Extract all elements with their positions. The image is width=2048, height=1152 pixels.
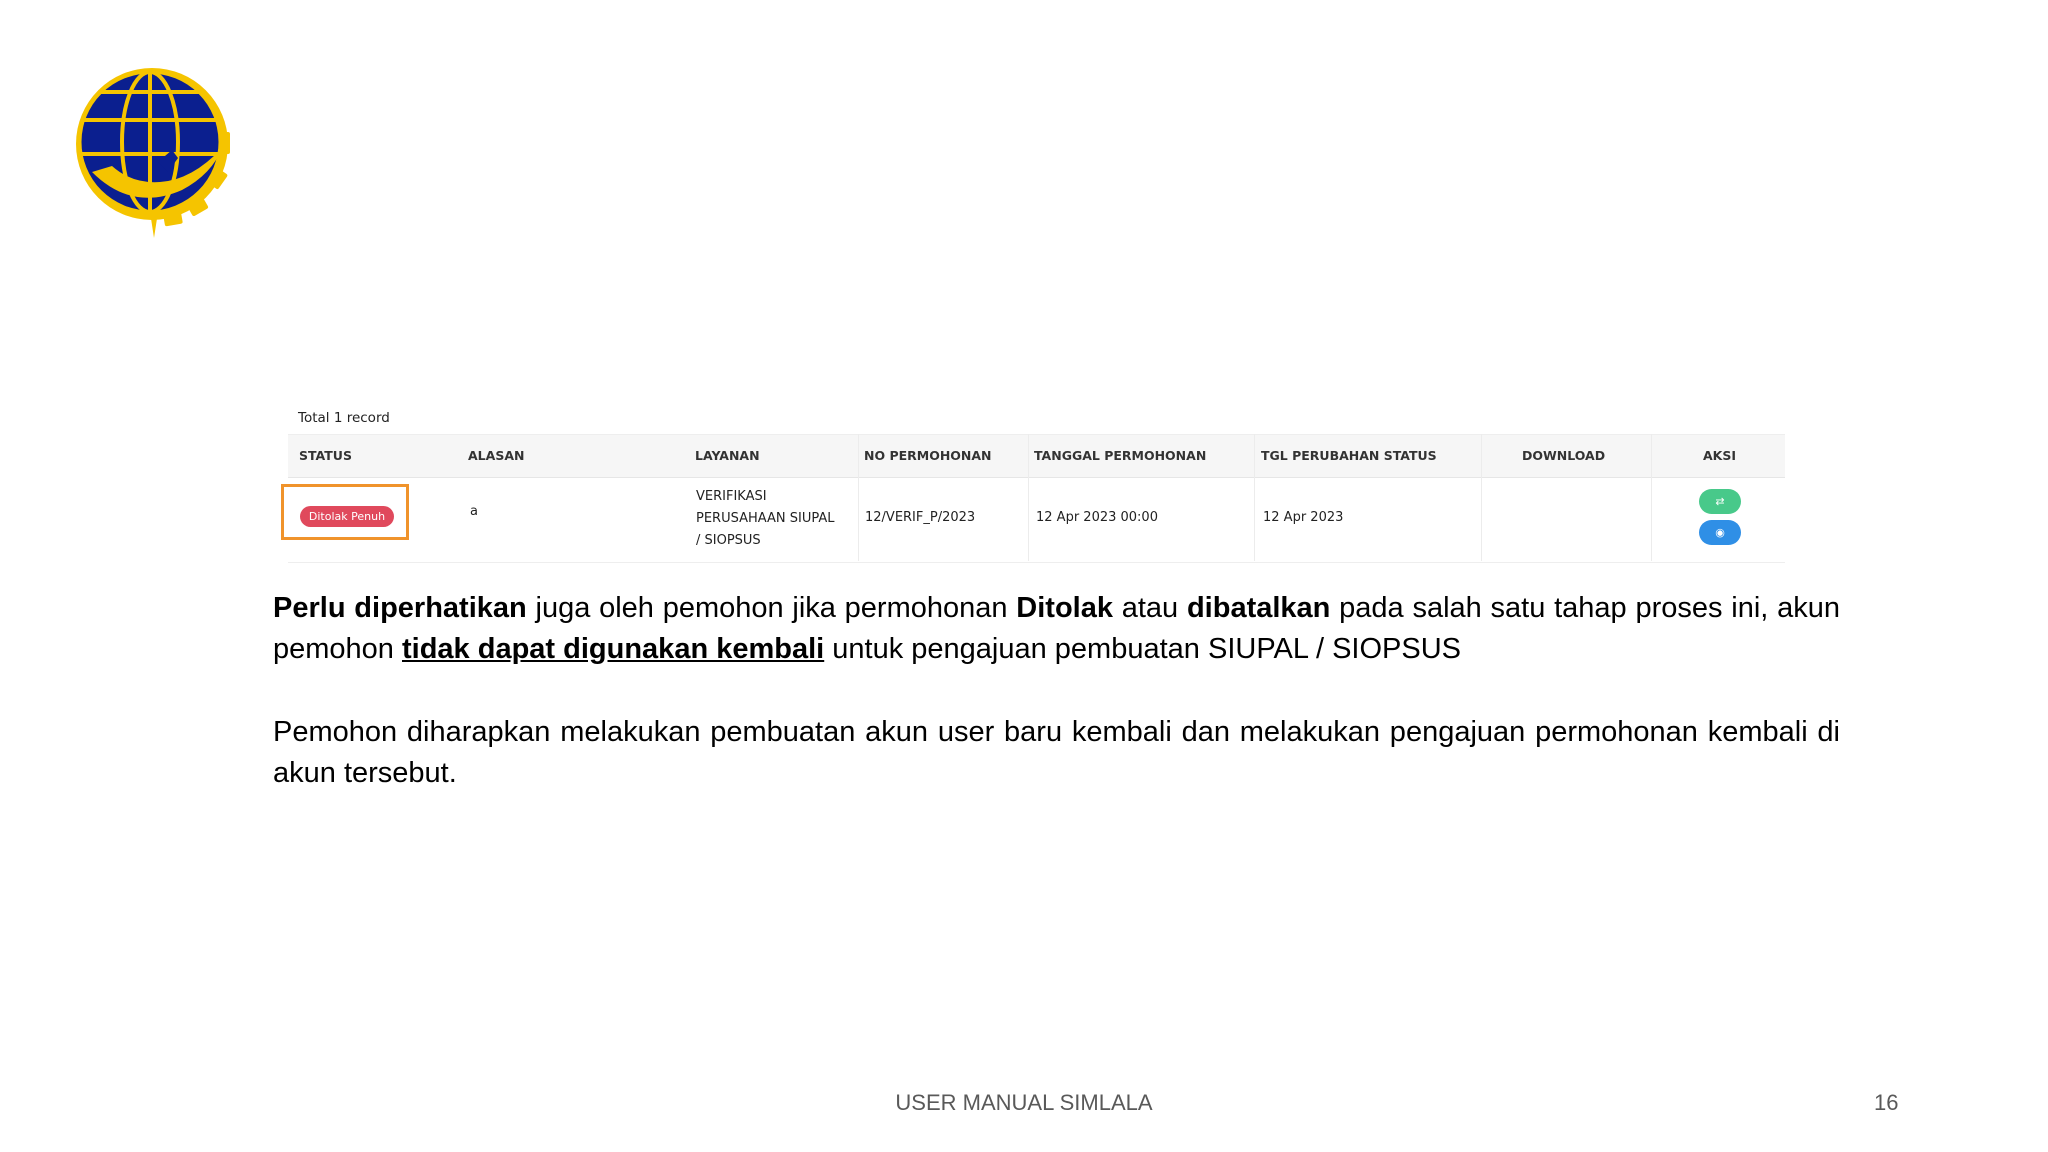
page-number: 16	[1874, 1090, 1899, 1115]
table-screenshot	[288, 397, 1785, 563]
ministry-emblem-logo	[72, 62, 232, 242]
header-tanggal-permohonan: TANGGAL PERMOHONAN	[1034, 448, 1207, 463]
header-download: DOWNLOAD	[1522, 448, 1606, 463]
text-span: atau	[1112, 592, 1187, 624]
header-layanan: LAYANAN	[695, 448, 760, 463]
tanggal-permohonan-cell: 12 Apr 2023 00:00	[1036, 510, 1158, 525]
layanan-cell	[696, 486, 835, 552]
text-span: juga oleh pemohon jika permohonan	[526, 592, 1017, 624]
header-no-permohonan: NO PERMOHONAN	[864, 448, 992, 463]
emblem-icon	[72, 62, 232, 242]
table-row	[288, 477, 1785, 563]
header-alasan: ALASAN	[468, 448, 525, 463]
view-action-button[interactable]	[1699, 520, 1741, 545]
exchange-action-button[interactable]	[1699, 489, 1741, 514]
layanan-line: PERUSAHAAN SIUPAL	[696, 511, 835, 526]
header-aksi: AKSI	[1703, 448, 1737, 463]
header-tgl-perubahan-status: TGL PERUBAHAN STATUS	[1261, 448, 1437, 463]
text-span: untuk pengajuan pembuatan SIUPAL / SIOPSUS	[824, 633, 1462, 665]
exchange-icon: ⇄	[1715, 495, 1725, 508]
instruction-paragraph: Pemohon diharapkan melakukan pembuatan akun user baru kembali dan melakukan pengajuan permohonan kembali di akun tersebut.	[273, 716, 1840, 789]
footer-title: USER MANUAL SIMLALA	[895, 1090, 1153, 1115]
header-status: STATUS	[299, 448, 352, 463]
status-badge: Ditolak Penuh	[300, 506, 394, 527]
notice-paragraph	[273, 588, 1840, 670]
layanan-line: / SIOPSUS	[696, 533, 761, 548]
bold-text: dibatalkan	[1186, 592, 1331, 624]
layanan-line: VERIFIKASI	[696, 489, 767, 504]
tgl-perubahan-status-cell: 12 Apr 2023	[1263, 510, 1344, 525]
bold-text: Perlu diperhatikan	[273, 592, 527, 624]
alasan-cell: a	[470, 504, 478, 519]
bold-underlined-text: tidak dapat digunakan kembali	[402, 633, 825, 665]
eye-icon: ◉	[1715, 526, 1725, 539]
no-permohonan-cell: 12/VERIF_P/2023	[865, 510, 976, 525]
total-record-label: Total 1 record	[298, 410, 390, 426]
text-span: pada salah satu tahap proses ini, akun pemohon	[273, 592, 1840, 665]
table-header	[288, 434, 1785, 478]
bold-text: Ditolak	[1016, 592, 1113, 624]
